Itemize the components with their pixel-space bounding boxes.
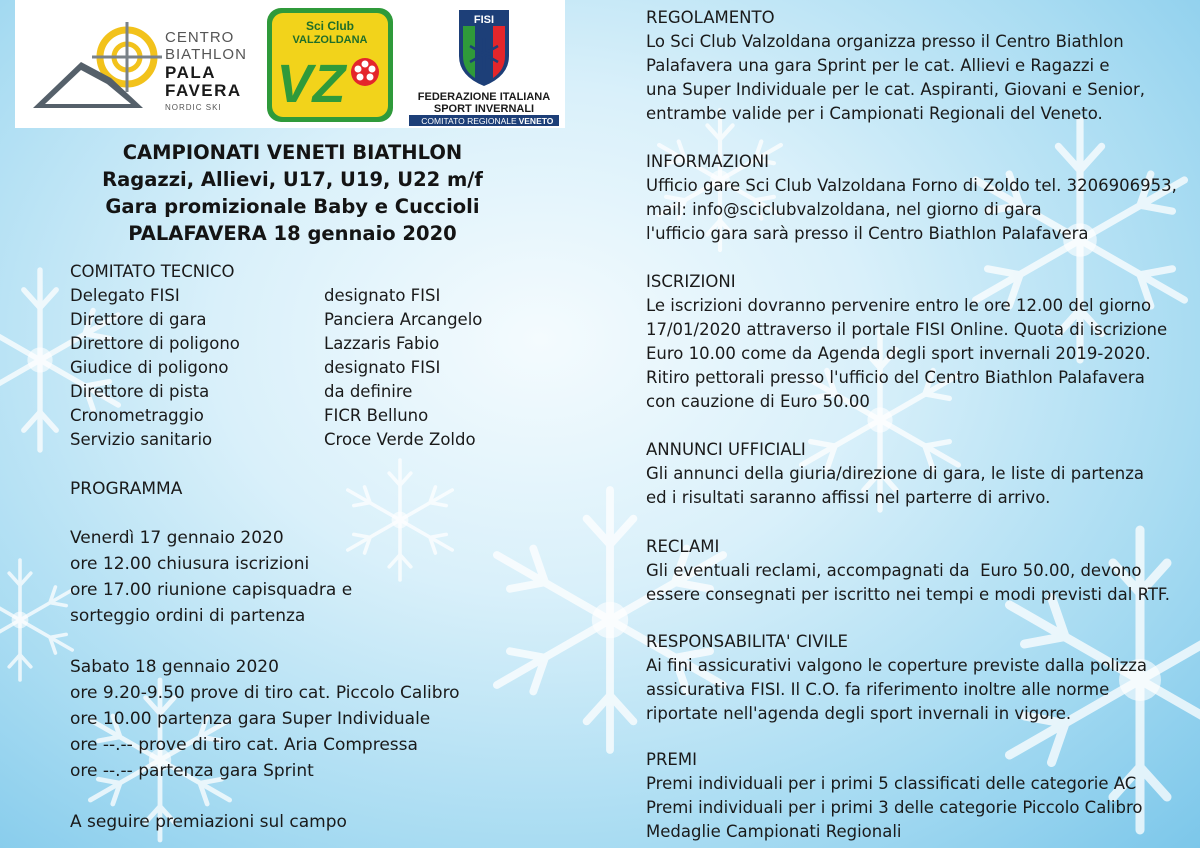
logo-strip (15, 0, 565, 128)
programma-line: ore --.-- partenza gara Sprint (70, 761, 314, 781)
section-heading: ANNUNCI UFFICIALI (646, 440, 806, 459)
programma-day2-date: Sabato 18 gennaio 2020 (70, 657, 279, 677)
event-subtitle: Gara promizionale Baby e Cuccioli (105, 195, 480, 218)
section-heading: PREMI (646, 750, 697, 769)
section-line: Ai fini assicurativi valgono le coperture previste dalla polizza (646, 656, 1148, 675)
logo-text-favera: FAVERA (165, 81, 242, 100)
section-line: Le iscrizioni dovranno pervenire entro le ore 12.00 del giorno (646, 296, 1152, 315)
logo-mark-vz: VZ (276, 54, 346, 114)
comitato-name: Croce Verde Zoldo (324, 430, 476, 449)
programma-heading: PROGRAMMA (70, 479, 183, 499)
section-line: Premi individuali per i primi 5 classificati delle categorie AC (646, 774, 1137, 793)
logo-text-federazione: FEDERAZIONE ITALIANA (417, 91, 551, 103)
fisi-logo (403, 4, 565, 126)
programma-line: ore 9.20-9.50 prove di tiro cat. Piccolo Calibro (70, 683, 460, 703)
logo-text-pala: PALA (165, 63, 217, 82)
comitato-name: da definire (324, 382, 413, 401)
logo-text-fisi: FISI (473, 14, 495, 26)
logo-text-biathlon: BIATHLON (165, 46, 247, 63)
logo-text-valzoldana: VALZOLDANA (292, 34, 368, 46)
section-line: una Super Individuale per le cat. Aspiranti, Giovani e Senior, (646, 80, 1146, 99)
event-categories: Ragazzi, Allievi, U17, U19, U22 m/f (102, 168, 483, 191)
comitato-role: Direttore di gara (70, 310, 207, 329)
programma-line: ore 12.00 chiusura iscrizioni (70, 554, 310, 574)
programma-line: ore 17.00 riunione capisquadra e (70, 580, 353, 600)
logo-text-sci-club: Sci Club (305, 19, 355, 33)
comitato-role: Giudice di poligono (70, 358, 229, 377)
section-heading: ISCRIZIONI (646, 272, 736, 291)
event-title: CAMPIONATI VENETI BIATHLON (122, 141, 463, 164)
section-line: Gli eventuali reclami, accompagnati da Euro 50.00, devono (646, 561, 1142, 580)
section-line: essere consegnati per iscritto nei tempi e modi previsti dal RTF. (646, 585, 1171, 604)
section-line: riportate nell'agenda degli sport invernali in vigore. (646, 704, 1072, 723)
section-heading: RESPONSABILITA' CIVILE (646, 632, 848, 651)
section-heading: REGOLAMENTO (646, 8, 775, 27)
programma-line: sorteggio ordini di partenza (70, 606, 306, 626)
comitato-role: Direttore di poligono (70, 334, 240, 353)
comitato-name: designato FISI (324, 286, 441, 305)
section-line: mail: info@sciclubvalzoldana, nel giorno di gara (646, 200, 1042, 219)
comitato-name: Lazzaris Fabio (324, 334, 440, 353)
section-line: Medaglie Campionati Regionali (646, 822, 902, 841)
comitato-heading: COMITATO TECNICO (70, 262, 235, 281)
comitato-role: Servizio sanitario (70, 430, 213, 449)
section-line: ed i risultati saranno affissi nel parterre di arrivo. (646, 488, 1051, 507)
event-date: PALAFAVERA 18 gennaio 2020 (128, 222, 457, 245)
logo-text-nordic: NORDIC SKI (165, 103, 222, 112)
programma-line: ore --.-- prove di tiro cat. Aria Compressa (70, 735, 418, 755)
programma-line: ore 10.00 partenza gara Super Individuale (70, 709, 431, 729)
section-line: Ufficio gare Sci Club Valzoldana Forno di Zoldo tel. 3206906953, (646, 176, 1177, 195)
comitato-name: FICR Belluno (324, 406, 429, 425)
section-line: Gli annunci della giuria/direzione di gara, le liste di partenza (646, 464, 1144, 483)
logo-text-sport: SPORT INVERNALI (433, 103, 535, 115)
comitato-name: Panciera Arcangelo (324, 310, 483, 329)
comitato-role: Cronometraggio (70, 406, 204, 425)
section-line: assicurativa FISI. Il C.O. fa riferimento inoltre alle norme (646, 680, 1110, 699)
section-line: l'ufficio gara sarà presso il Centro Biathlon Palafavera (646, 224, 1089, 243)
section-line: Euro 10.00 come da Agenda degli sport invernali 2019-2020. (646, 344, 1151, 363)
comitato-role: Delegato FISI (70, 286, 180, 305)
section-line: Premi individuali per i primi 3 delle categorie Piccolo Calibro (646, 798, 1143, 817)
logo-text-centro: CENTRO (165, 29, 235, 46)
sci-club-valzoldana-logo (265, 6, 395, 124)
section-line: Ritiro pettorali presso l'ufficio del Centro Biathlon Palafavera (646, 368, 1145, 387)
section-line: entrambe valide per i Campionati Regionali del Veneto. (646, 104, 1103, 123)
logo-text-comitato: COMITATO REGIONALE (421, 116, 517, 126)
section-line: con cauzione di Euro 50.00 (646, 392, 870, 411)
logo-text-veneto: VENETO (518, 116, 554, 126)
programma-footer: A seguire premiazioni sul campo (70, 812, 347, 832)
section-heading: RECLAMI (646, 537, 720, 556)
section-line: Palafavera una gara Sprint per le cat. Allievi e Ragazzi e (646, 56, 1110, 75)
section-line: 17/01/2020 attraverso il portale FISI Online. Quota di iscrizione (646, 320, 1168, 339)
comitato-name: designato FISI (324, 358, 441, 377)
centro-biathlon-logo (15, 0, 259, 128)
comitato-role: Direttore di pista (70, 382, 210, 401)
programma-day1-date: Venerdì 17 gennaio 2020 (70, 528, 284, 548)
section-heading: INFORMAZIONI (646, 152, 770, 171)
section-line: Lo Sci Club Valzoldana organizza presso il Centro Biathlon (646, 32, 1124, 51)
